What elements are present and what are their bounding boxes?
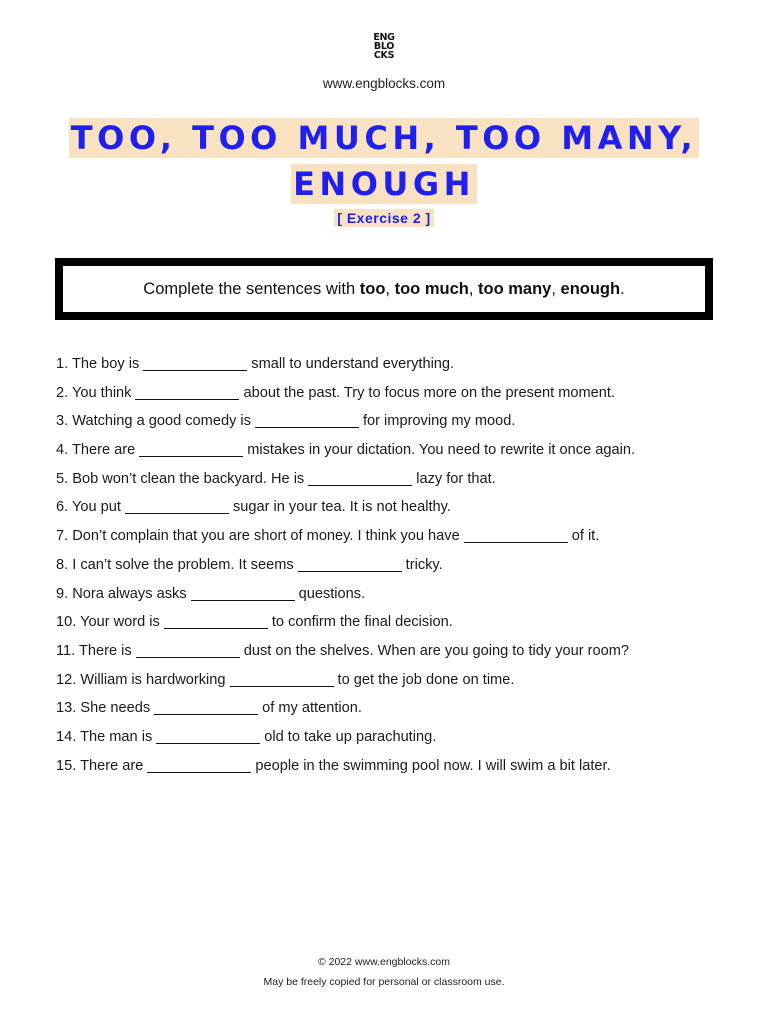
instruction-text [143, 280, 624, 299]
answer-blank[interactable] [164, 614, 268, 629]
question-text-after: tricky. [405, 556, 443, 573]
question-text-after: of it. [571, 528, 600, 545]
question-text-after: to confirm the final decision. [271, 614, 453, 631]
question-text-before: 6. You put [56, 499, 121, 516]
separator: , [385, 279, 395, 298]
answer-blank[interactable] [191, 586, 295, 601]
answer-blank[interactable] [230, 672, 334, 687]
instruction-prefix: Complete the sentences with [143, 279, 360, 298]
question-text-before: 15. There are [56, 757, 144, 774]
logo-line-2: BLO [373, 41, 395, 52]
engblocks-logo [373, 33, 394, 60]
question-text-before: 10. Your word is [56, 614, 160, 631]
title-line-1: TOO, TOO MUCH, TOO MANY, [70, 119, 698, 157]
question-text-before: 12. William is hardworking [56, 671, 226, 688]
logo-line-3: CKS [373, 50, 395, 61]
question-item [56, 756, 736, 785]
question-text-before: 7. Don’t complain that you are short of money. I think you have [56, 528, 460, 545]
instruction-suffix: . [620, 279, 625, 298]
question-item [56, 641, 736, 670]
question-item [56, 497, 736, 526]
question-text-after: small to understand everything. [251, 356, 455, 372]
question-text-after: for improving my mood. [362, 413, 516, 430]
option-too-much: too much [394, 279, 469, 298]
answer-blank[interactable] [147, 758, 251, 773]
question-text-after: questions. [298, 585, 366, 602]
question-text-before: 4. There are [56, 442, 136, 459]
site-url: www.engblocks.com [322, 76, 446, 91]
question-text-after: mistakes in your dictation. You need to rewrite it once again. [247, 442, 636, 459]
question-item [56, 526, 736, 555]
question-text-before: 3. Watching a good comedy is [56, 413, 251, 430]
question-text-before: 1. The boy is [56, 356, 140, 372]
answer-blank[interactable] [255, 413, 359, 428]
answer-blank[interactable] [154, 700, 258, 715]
question-item [56, 612, 736, 641]
subtitle-wrap [0, 209, 768, 228]
question-text-before: 8. I can’t solve the problem. It seems [56, 556, 294, 573]
question-item [56, 698, 736, 727]
question-list [56, 354, 736, 784]
question-item [56, 727, 736, 756]
answer-blank[interactable] [298, 557, 402, 572]
question-text-after: old to take up parachuting. [264, 728, 437, 745]
exercise-subtitle: [ Exercise 2 ] [334, 209, 433, 227]
question-text-before: 13. She needs [56, 700, 151, 717]
question-text-before: 2. You think [56, 384, 132, 401]
page-title [0, 118, 768, 204]
question-item [56, 354, 736, 383]
question-text-after: of my attention. [262, 700, 362, 717]
title-line-2: ENOUGH [293, 165, 475, 203]
answer-blank[interactable] [308, 471, 412, 486]
answer-blank[interactable] [136, 643, 240, 658]
answer-blank[interactable] [135, 385, 239, 400]
logo-line-1: ENG [373, 32, 395, 43]
usage-note: May be freely copied for personal or classroom use. [263, 976, 505, 988]
footer [0, 952, 768, 992]
answer-blank[interactable] [125, 499, 229, 514]
question-text-after: lazy for that. [416, 470, 496, 487]
instruction-box [55, 258, 713, 320]
question-text-before: 11. There is [56, 642, 132, 659]
answer-blank[interactable] [156, 729, 260, 744]
question-text-after: sugar in your tea. It is not healthy. [232, 499, 451, 516]
question-text-before: 5. Bob won’t clean the backyard. He is [56, 470, 305, 487]
answer-blank[interactable] [143, 356, 247, 371]
question-item [56, 411, 736, 440]
separator: , [551, 279, 561, 298]
question-item [56, 440, 736, 469]
question-item [56, 555, 736, 584]
answer-blank[interactable] [464, 528, 568, 543]
question-item [56, 469, 736, 498]
copyright-text: © 2022 www.engblocks.com [317, 956, 451, 968]
logo [0, 33, 768, 60]
question-item [56, 670, 736, 699]
question-text-before: 9. Nora always asks [56, 585, 187, 602]
question-text-after: dust on the shelves. When are you going to tidy your room? [243, 642, 630, 659]
question-text-before: 14. The man is [56, 728, 153, 745]
question-text-after: to get the job done on time. [337, 671, 515, 688]
question-item [56, 383, 736, 412]
question-text-after: people in the swimming pool now. I will swim a bit later. [255, 757, 611, 774]
question-item [56, 584, 736, 613]
answer-blank[interactable] [139, 442, 243, 457]
separator: , [468, 279, 478, 298]
question-text-after: about the past. Try to focus more on the present moment. [243, 384, 616, 401]
option-enough: enough [560, 279, 621, 298]
option-too-many: too many [478, 279, 552, 298]
option-too: too [359, 279, 386, 298]
